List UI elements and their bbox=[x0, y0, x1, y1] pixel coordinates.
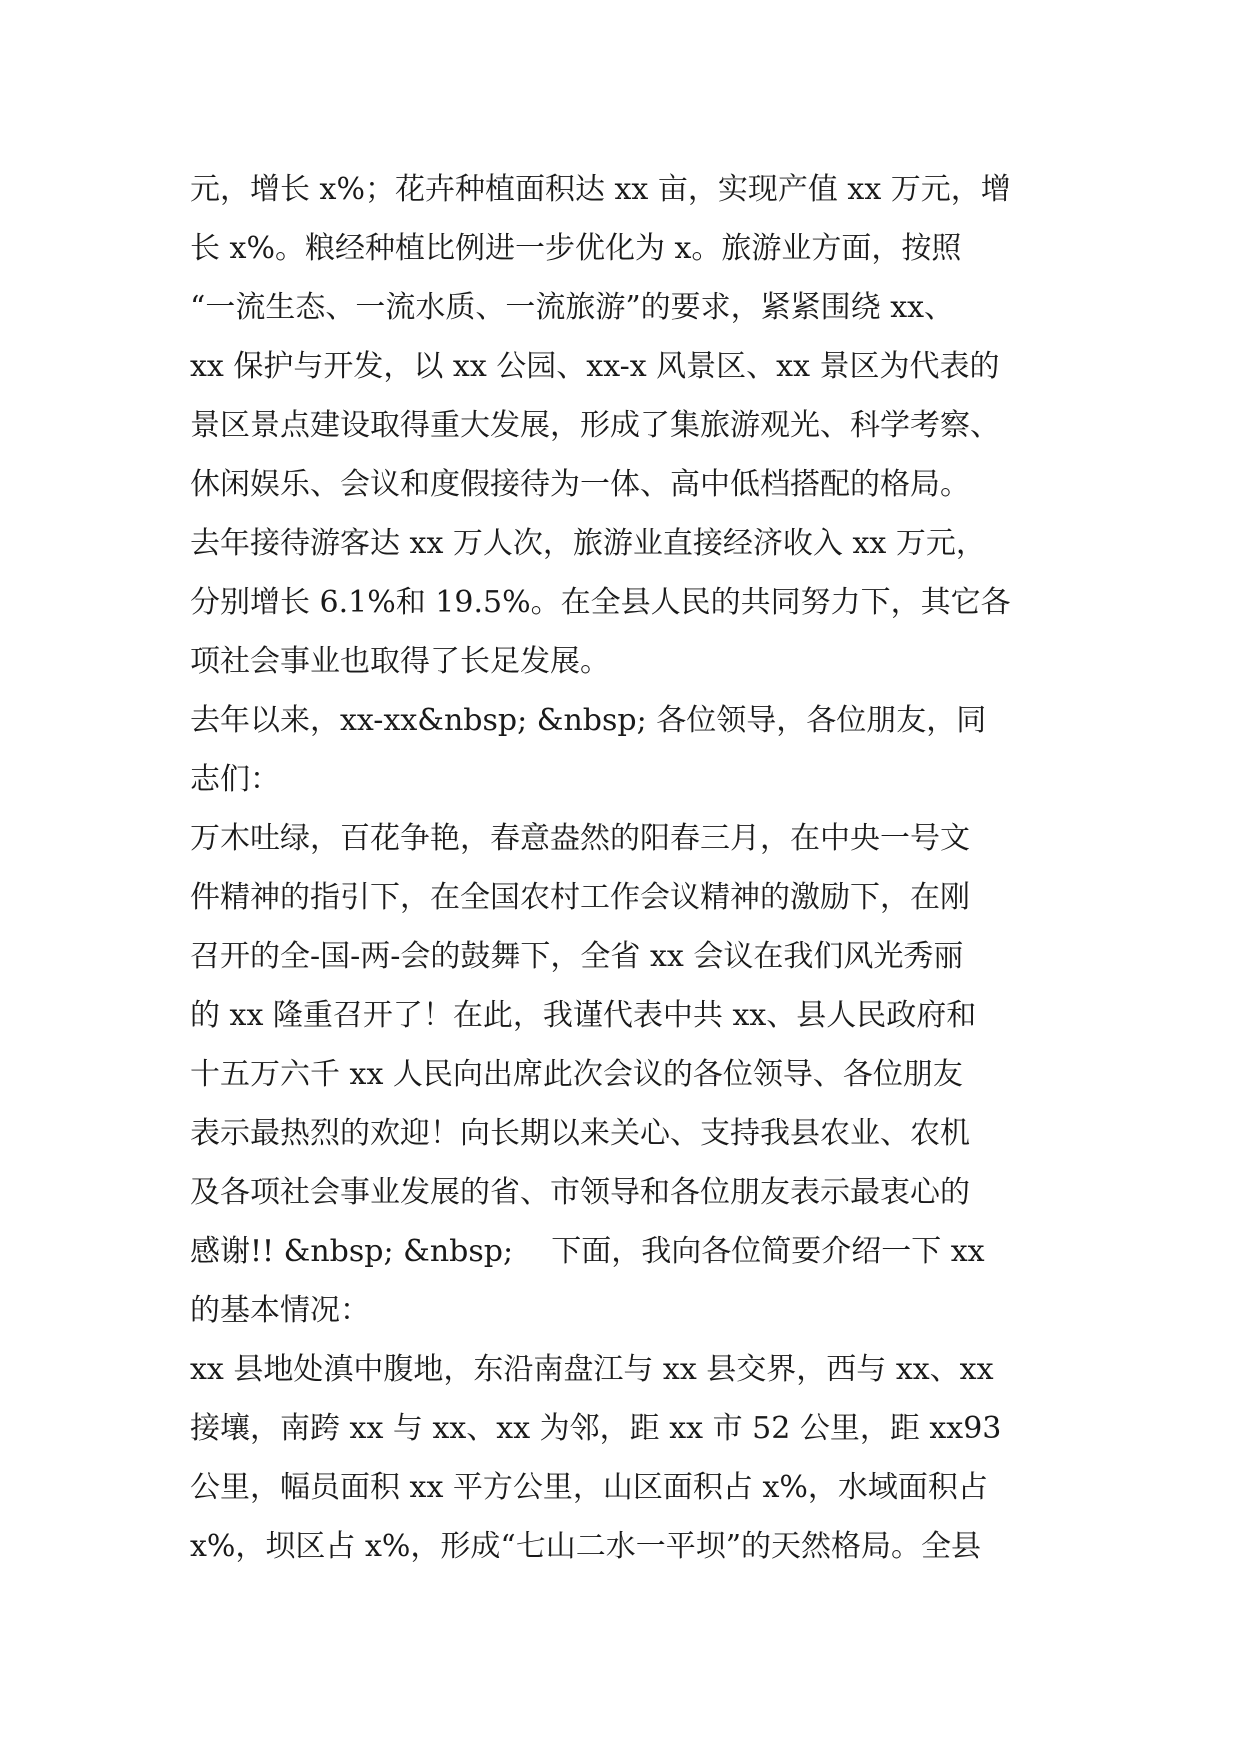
text-line: 召开的全-国-两-会的鼓舞下，全省 xx 会议在我们风光秀丽 bbox=[190, 939, 964, 974]
text-line: 万木吐绿，百花争艳，春意盎然的阳春三月，在中央一号文 bbox=[190, 821, 970, 856]
text-line: 及各项社会事业发展的省、市领导和各位朋友表示最衷心的 bbox=[190, 1175, 970, 1210]
body-text bbox=[190, 160, 1070, 1576]
text-line: 元，增长 x%；花卉种植面积达 xx 亩，实现产值 xx 万元，增 bbox=[190, 172, 1011, 207]
text-line: 的 xx 隆重召开了！在此，我谨代表中共 xx、县人民政府和 bbox=[190, 998, 977, 1033]
text-line: 去年以来，xx-xx&nbsp; &nbsp; 各位领导，各位朋友，同 bbox=[190, 703, 987, 738]
text-line: 件精神的指引下，在全国农村工作会议精神的激励下，在刚 bbox=[190, 880, 970, 915]
text-line: xx 县地处滇中腹地，东沿南盘江与 xx 县交界，西与 xx、xx bbox=[190, 1352, 994, 1387]
text-line: 休闲娱乐、会议和度假接待为一体、高中低档搭配的格局。 bbox=[190, 467, 970, 502]
text-line: x%，坝区占 x%，形成“七山二水一平坝”的天然格局。全县 bbox=[190, 1529, 982, 1564]
text-line: 项社会事业也取得了长足发展。 bbox=[190, 644, 610, 679]
text-line: 的基本情况： bbox=[190, 1293, 370, 1328]
text-line: 去年接待游客达 xx 万人次，旅游业直接经济收入 xx 万元， bbox=[190, 526, 986, 561]
text-line: xx 保护与开发，以 xx 公园、xx-x 风景区、xx 景区为代表的 bbox=[190, 349, 1000, 384]
text-line: “一流生态、一流水质、一流旅游”的要求，紧紧围绕 xx、 bbox=[190, 290, 955, 325]
text-line: 接壤，南跨 xx 与 xx、xx 为邻，距 xx 市 52 公里，距 xx93 bbox=[190, 1411, 1002, 1446]
text-line: 分别增长 6.1%和 19.5%。在全县人民的共同努力下，其它各 bbox=[190, 585, 1011, 620]
text-line: 表示最热烈的欢迎！向长期以来关心、支持我县农业、农机 bbox=[190, 1116, 970, 1151]
text-line: 十五万六千 xx 人民向出席此次会议的各位领导、各位朋友 bbox=[190, 1057, 963, 1092]
text-line: 景区景点建设取得重大发展，形成了集旅游观光、科学考察、 bbox=[190, 408, 1000, 443]
text-line: 长 x%。粮经种植比例进一步优化为 x。旅游业方面，按照 bbox=[190, 231, 962, 266]
text-line: 志们： bbox=[190, 762, 280, 797]
text-line: 感谢!! &nbsp; &nbsp; 下面，我向各位简要介绍一下 xx bbox=[190, 1234, 985, 1269]
text-line: 公里，幅员面积 xx 平方公里，山区面积占 x%，水域面积占 bbox=[190, 1470, 988, 1505]
